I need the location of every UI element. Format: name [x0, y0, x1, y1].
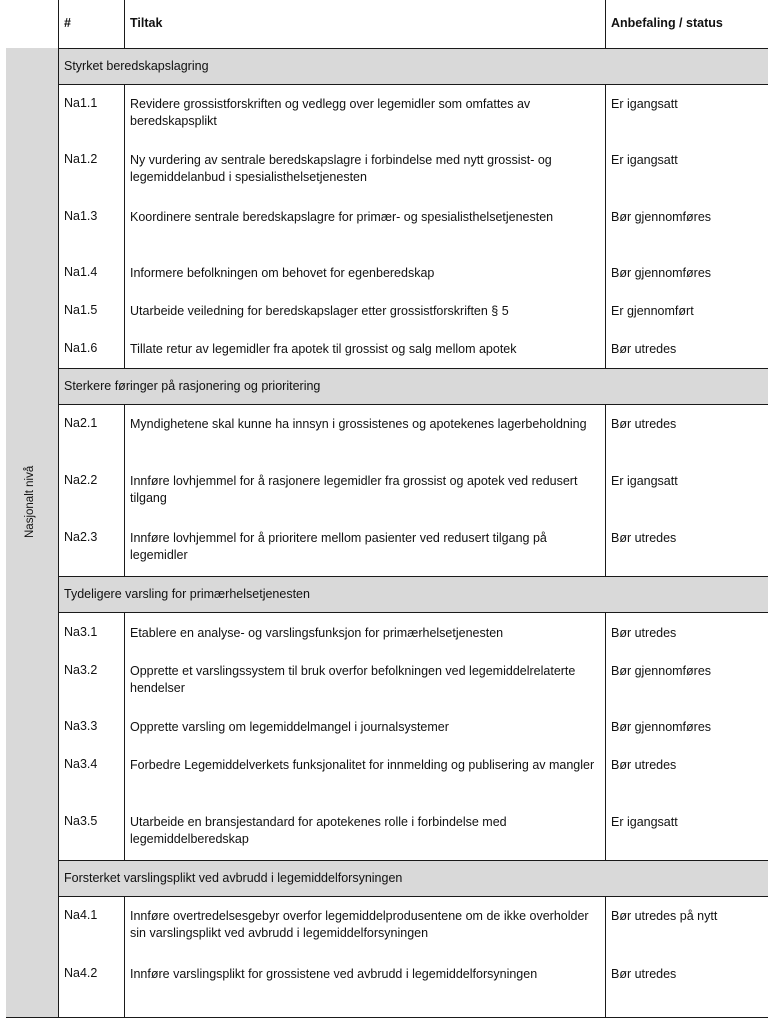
row-tiltak: Innføre lovhjemmel for å prioritere mellom pasienter ved redusert tilgang på legemidler [130, 531, 547, 562]
row-status: Bør utredes [611, 967, 677, 981]
group-title: Tydeligere varsling for primærhelsetjenesten [64, 587, 310, 601]
column-line [605, 896, 606, 1017]
row-id: Na1.5 [64, 303, 98, 317]
row-id: Na2.2 [64, 473, 98, 487]
group-header [58, 48, 768, 84]
group-header [58, 368, 768, 404]
row-tiltak: Etablere en analyse- og varslingsfunksjon for primærhelsetjenesten [130, 626, 504, 640]
row-tiltak: Revidere grossistforskriften og vedlegg over legemidler som omfattes av beredskapsplikt [130, 97, 531, 128]
column-line [124, 84, 125, 368]
row-id: Na1.2 [64, 152, 98, 166]
row-status: Bør utredes [611, 417, 677, 431]
row-id: Na3.2 [64, 663, 98, 677]
row-id: Na3.4 [64, 757, 98, 771]
column-line [124, 0, 125, 48]
row-tiltak: Forbedre Legemiddelverkets funksjonalitet for innmelding og publisering av mangler [130, 758, 595, 772]
row-id: Na1.4 [64, 265, 98, 279]
row-tiltak: Ny vurdering av sentrale beredskapslagre i forbindelse med nytt grossist- og legemiddelanbud i spesialisthelsetjenesten [130, 153, 552, 184]
row-status: Bør utredes på nytt [611, 909, 718, 923]
row-id: Na2.3 [64, 530, 98, 544]
group-title: Forsterket varslingsplikt ved avbrudd i legemiddelforsyningen [64, 871, 403, 885]
row-tiltak: Myndighetene skal kunne ha innsyn i grossistenes og apotekenes lagerbeholdning [130, 417, 587, 431]
group-title: Styrket beredskapslagring [64, 59, 209, 73]
row-tiltak: Tillate retur av legemidler fra apotek til grossist og salg mellom apotek [130, 342, 517, 356]
divider [58, 404, 768, 405]
row-status: Bør gjennomføres [611, 664, 712, 678]
row-id: Na1.6 [64, 341, 98, 355]
header-number: # [64, 16, 71, 30]
header-tiltak: Tiltak [130, 16, 163, 30]
row-id: Na1.1 [64, 96, 98, 110]
row-tiltak: Utarbeide en bransjestandard for apotekenes rolle i forbindelse med legemiddelberedskap [130, 815, 507, 846]
row-status: Bør utredes [611, 626, 677, 640]
table-bottom-border [6, 1017, 768, 1018]
row-status: Bør utredes [611, 531, 677, 545]
row-id: Na4.2 [64, 966, 98, 980]
divider [58, 612, 768, 613]
column-line [124, 896, 125, 1017]
row-status: Er gjennomført [611, 304, 694, 318]
row-tiltak: Informere befolkningen om behovet for egenberedskap [130, 266, 435, 280]
column-line [605, 404, 606, 576]
row-status: Bør gjennomføres [611, 266, 712, 280]
column-line [605, 612, 606, 860]
group-title: Sterkere føringer på rasjonering og prioritering [64, 379, 321, 393]
row-status: Er igangsatt [611, 815, 678, 829]
row-tiltak: Utarbeide veiledning for beredskapslager etter grossistforskriften § 5 [130, 304, 509, 318]
row-status: Er igangsatt [611, 97, 678, 111]
row-status: Er igangsatt [611, 153, 678, 167]
row-id: Na4.1 [64, 908, 98, 922]
row-tiltak: Innføre varslingsplikt for grossistene ved avbrudd i legemiddelforsyningen [130, 967, 538, 981]
row-id: Na3.1 [64, 625, 98, 639]
column-line [605, 0, 606, 48]
row-tiltak: Innføre overtredelsesgebyr overfor legemiddelprodusentene om de ikke overholder sin varslingsplikt ved avbrudd i legemiddelforsyningen [130, 909, 589, 940]
group-header [58, 860, 768, 896]
column-line [124, 404, 125, 576]
row-status: Bør gjennomføres [611, 210, 712, 224]
row-id: Na3.3 [64, 719, 98, 733]
row-id: Na2.1 [64, 416, 98, 430]
group-header [58, 576, 768, 612]
level-label: Nasjonalt nivå [24, 465, 36, 538]
row-id: Na1.3 [64, 209, 98, 223]
column-line [605, 84, 606, 368]
divider [58, 896, 768, 897]
row-tiltak: Koordinere sentrale beredskapslagre for primær- og spesialisthelsetjenesten [130, 210, 554, 224]
header-status: Anbefaling / status [611, 16, 723, 30]
column-line [124, 612, 125, 860]
row-status: Bør utredes [611, 342, 677, 356]
row-tiltak: Innføre lovhjemmel for å rasjonere legemidler fra grossist og apotek ved redusert tilgang [130, 474, 578, 505]
row-status: Er igangsatt [611, 474, 678, 488]
row-tiltak: Opprette et varslingssystem til bruk overfor befolkningen ved legemiddelrelaterte hendelser [130, 664, 576, 695]
column-line [58, 0, 59, 1017]
divider [58, 84, 768, 85]
level-column [6, 48, 58, 1017]
row-id: Na3.5 [64, 814, 98, 828]
row-tiltak: Opprette varsling om legemiddelmangel i journalsystemer [130, 720, 449, 734]
row-status: Bør utredes [611, 758, 677, 772]
row-status: Bør gjennomføres [611, 720, 712, 734]
